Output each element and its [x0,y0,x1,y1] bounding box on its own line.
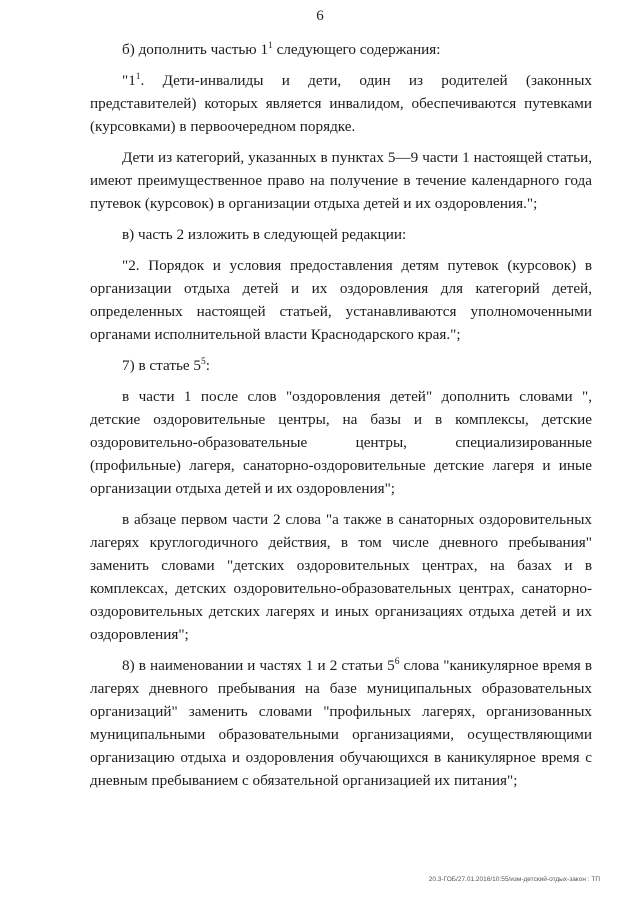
paragraph-4: в) часть 2 изложить в следующей редакции: [122,226,407,243]
paragraph-8: в абзаце первом части 2 слова "а также в санаторных оздоровительных лагерях круглогодичного действия, в том числе дневного пребывания" заменить словами "детских оздоровительных центрах, на базах и в комплексах, детских оздоровительно-образовательных центрах, санаторно-оздоровительных детских лагерях и иных организациях отдыха детей и их оздоровления"; [90,511,592,643]
paragraph-3: Дети из категорий, указанных в пунктах 5—9 части 1 настоящей статьи, имеют преимущественное право на получение в течение календарного года путевок (курсовок) в организации отдыха детей и их оздоровления."; [90,149,592,212]
paragraph-2: "$1^1$. Дети-инвалиды и дети, один из родителей (законных представителей) которых является инвалидом, обеспечиваются путевками (курсовками) в первоочередном порядке. [90,71,592,135]
paragraph-6: 7) в статье $5^5$: [122,356,211,374]
page-number: 6 [316,8,324,24]
paragraph-9: 8) в наименовании и частях 1 и 2 статьи $5^6$ слова "каникулярное время в лагерях дневного пребывания на базе муниципальных образовательных организаций" заменить словами "профильных лагерях, организованных муниципальными образовательными организациями, осуществляющими организацию отдыха и оздоровления обучающихся в каникулярное время с дневным пребыванием с обязательной организацией их питания"; [90,656,593,789]
paragraph-7: в части 1 после слов "оздоровления детей" дополнить словами ", детские оздоровительные центры, на базы и в комплексы, детские оздоровительно-образовательные центры, специализированные (профильные) лагеря, санаторно-оздоровительные детские лагеря и иные организации отдыха детей и их оздоровления"; [90,388,592,497]
paragraph-5: "2. Порядок и условия предоставления детям путевок (курсовок) в организации отдыха детей и их оздоровления для категорий детей, определенных настоящей статьей, устанавливаются уполномоченными органами исполнительной власти Краснодарского края."; [90,257,592,343]
paragraph-1: б) дополнить частью $1^1$ следующего содержания: [122,40,441,58]
footer-file-reference: 20.3-ГОБ/27.01.2016/10:55/изм-детский-отдых-закон : ТП [428,876,600,883]
document-body [90,38,592,800]
